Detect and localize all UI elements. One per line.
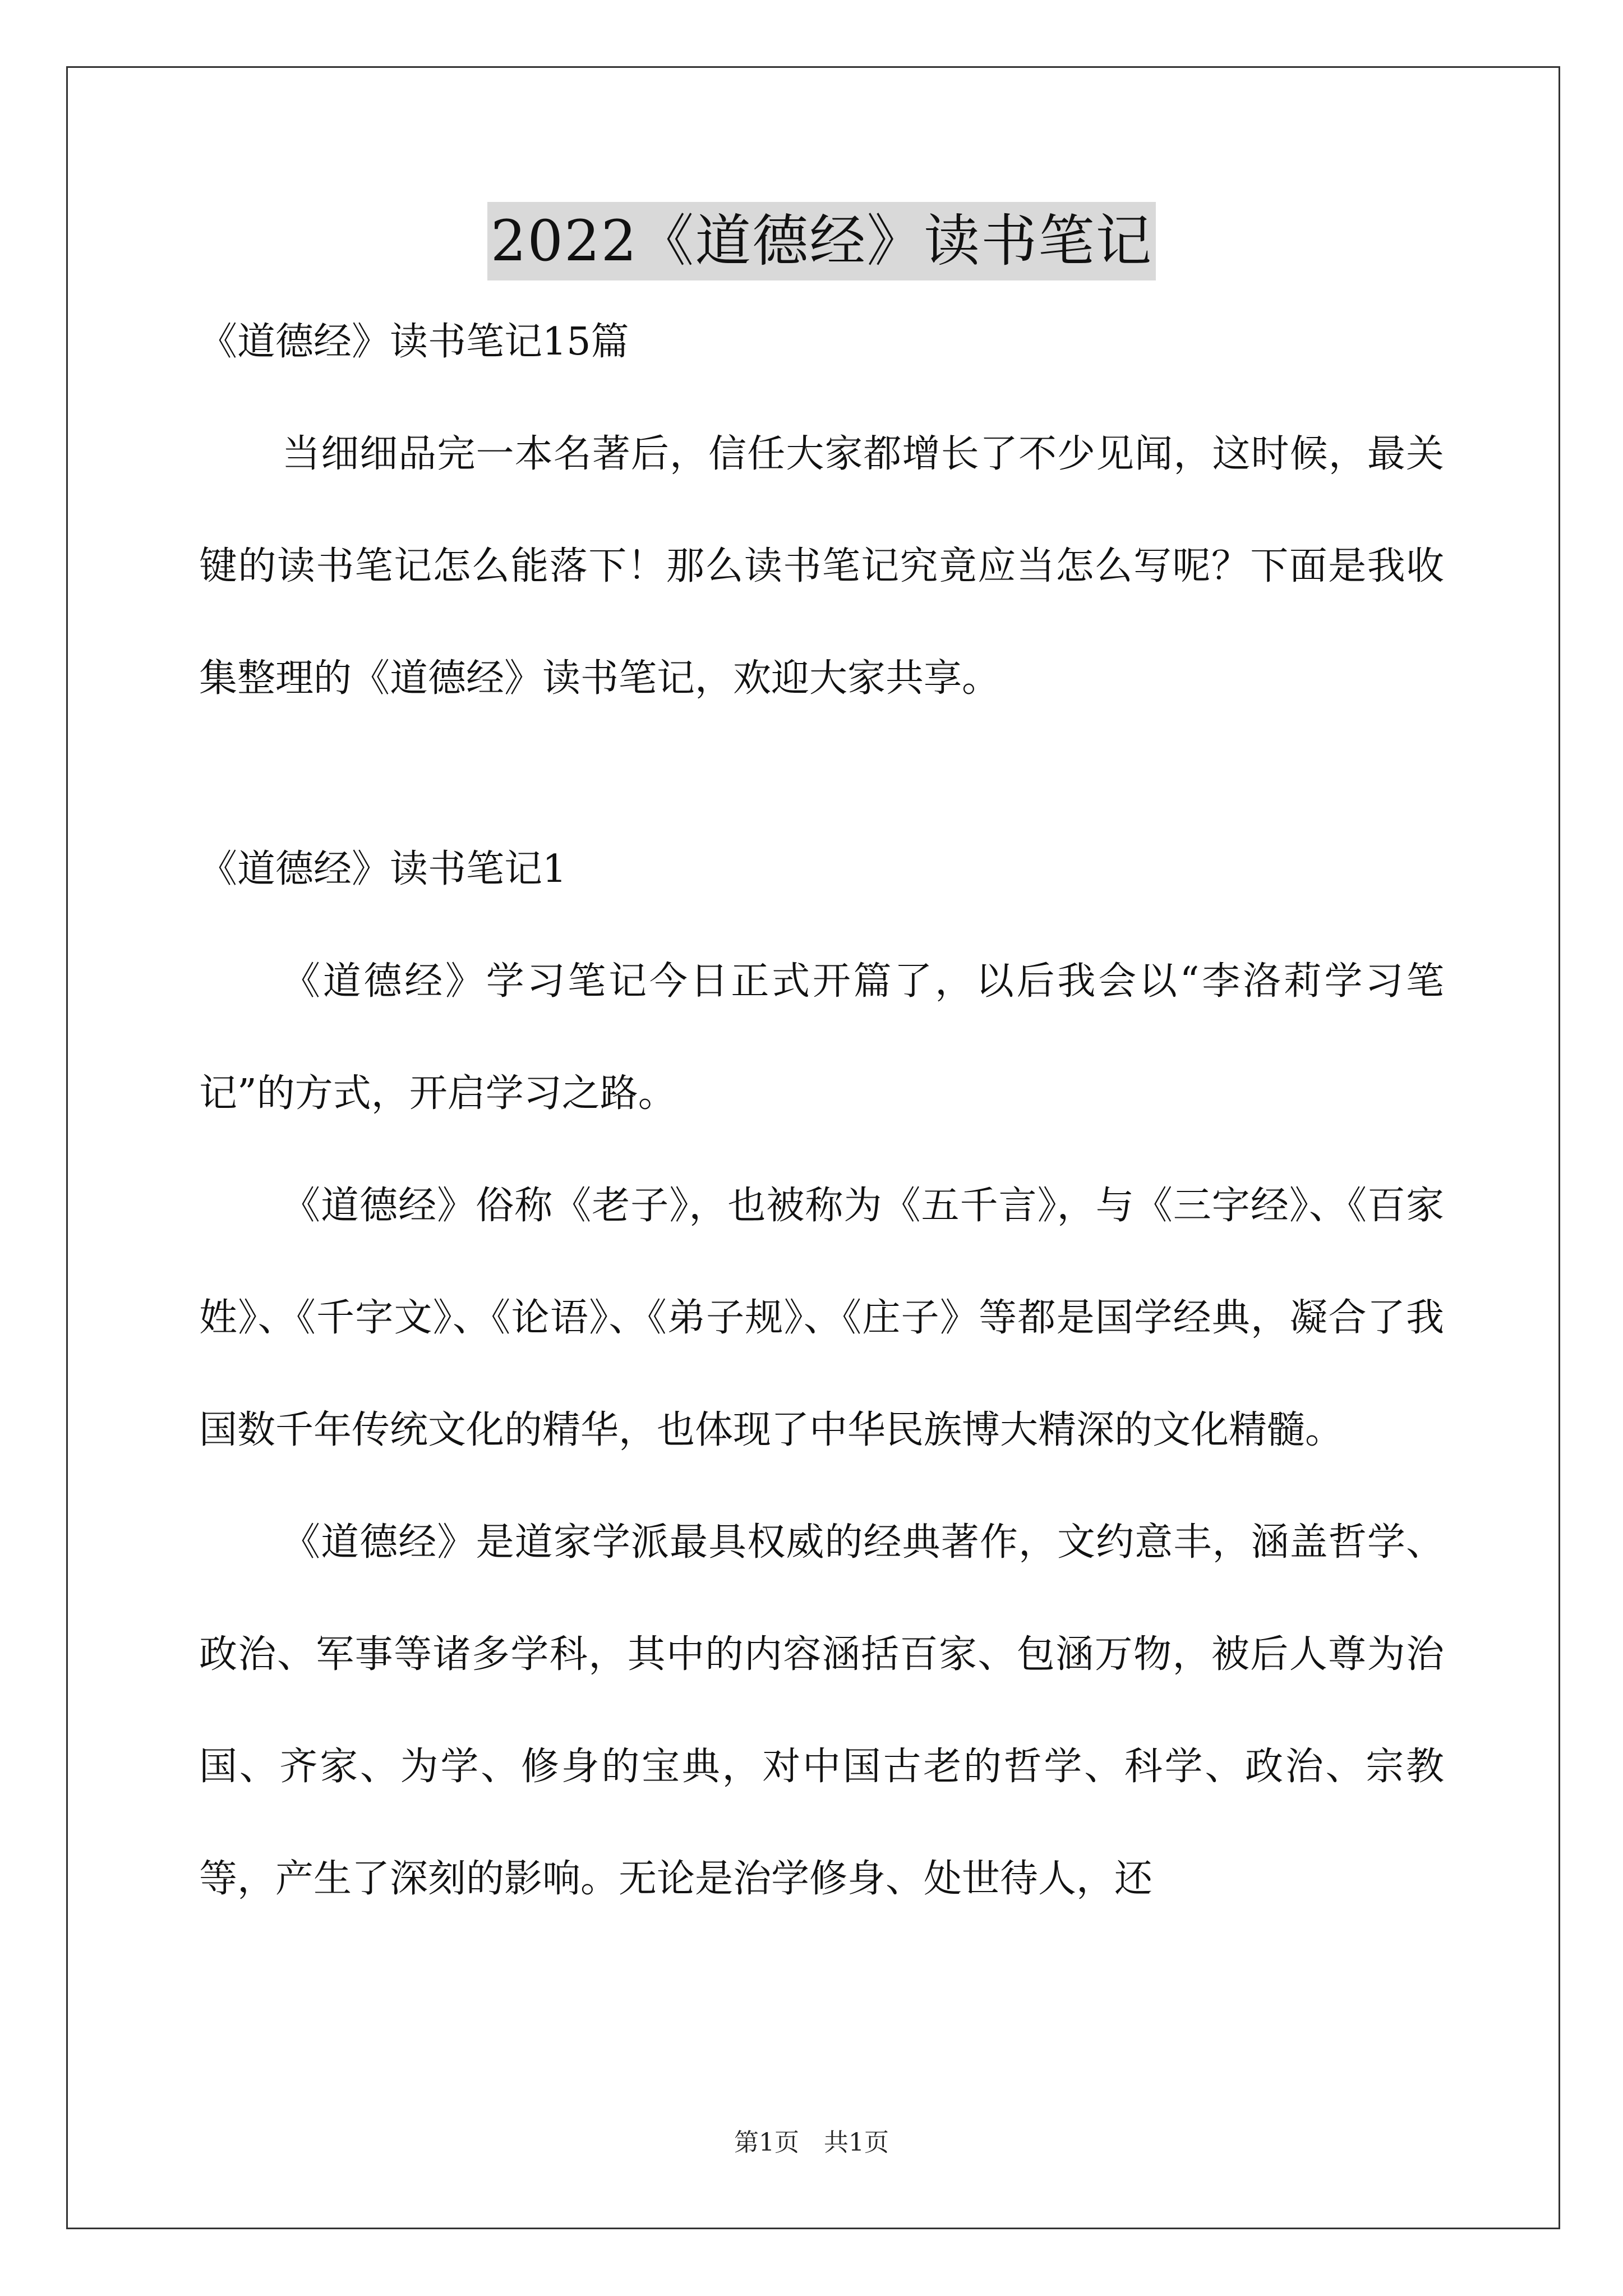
body-paragraph: 《道德经》学习笔记今日正式开篇了，以后我会以“李洛莉学习笔记”的方式，开启学习之路。 [199,959,1444,1116]
document-body [199,191,1444,1935]
intro-paragraph: 当细细品完一本名著后，信任大家都增长了不少见闻，这时候，最关键的读书笔记怎么能落下！那么读书笔记究竟应当怎么写呢？下面是我收集整理的《道德经》读书笔记，欢迎大家共享。 [199,432,1444,701]
body-paragraph: 《道德经》是道家学派最具权威的经典著作，文约意丰，涵盖哲学、政治、军事等诸多学科，其中的内容涵括百家、包涵万物，被后人尊为治国、齐家、为学、修身的宝典，对中国古老的哲学、科学、政治、宗教等，产生了深刻的影响。无论是治学修身、处世待人，还 [199,1520,1444,1901]
title-container [199,202,1444,286]
section-heading: 《道德经》读书笔记1 [199,847,567,891]
document-subtitle: 《道德经》读书笔记15篇 [199,320,629,364]
section-gap [199,735,1444,813]
page-footer: 第1页 共1页 [734,2128,889,2157]
document-title: 2022《道德经》读书笔记 [487,202,1156,280]
body-paragraph: 《道德经》俗称《老子》，也被称为《五千言》，与《三字经》、《百家姓》、《千字文》、《论语》、《弟子规》、《庄子》等都是国学经典，凝合了我国数千年传统文化的精华，也体现了中华民族博大精深的文化精髓。 [199,1184,1444,1452]
